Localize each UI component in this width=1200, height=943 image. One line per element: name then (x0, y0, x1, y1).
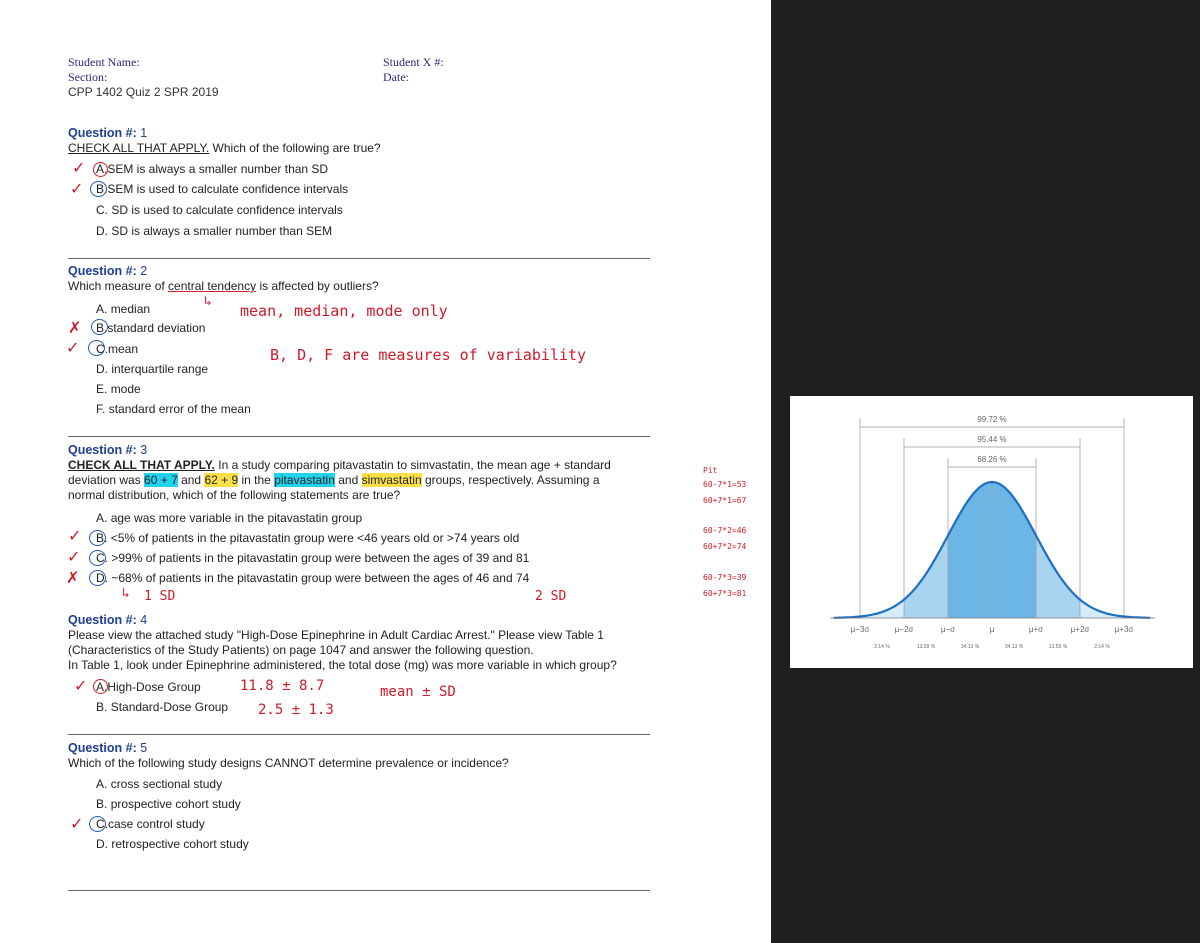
calc-note: 60-7*2=46 (703, 526, 747, 535)
q4-option-b[interactable]: B. Standard-Dose Group (96, 700, 229, 714)
span-label: 99.72 % (977, 415, 1007, 424)
calc-note: 60+7*2=74 (703, 542, 747, 551)
q3-option-d[interactable]: D. ~68% of patients in the pitavastatin group were between the ages of 46 and 74 (96, 571, 530, 585)
q2-option-e[interactable]: E. mode (96, 382, 141, 396)
axis-label: μ+2σ (1070, 625, 1090, 634)
check-mark-icon: ✓ (67, 547, 81, 566)
q1-prompt: CHECK ALL THAT APPLY. Which of the following are true? (68, 141, 381, 155)
handwritten-note: mean ± SD (380, 684, 456, 700)
handwritten-note: 1 SD (144, 589, 176, 604)
bell-curve-svg (790, 396, 1193, 668)
axis-label: μ−2σ (894, 625, 914, 634)
q3-option-a[interactable]: A. age was more variable in the pitavastatin group (96, 511, 363, 525)
span-label: 95.44 % (977, 435, 1007, 444)
check-mark-icon: ✓ (68, 526, 82, 545)
q5-option-c[interactable]: C.case control study (96, 817, 205, 831)
x-mark-icon: ✗ (68, 318, 82, 337)
q5-prompt: Which of the following study designs CANNOT determine prevalence or incidence? (68, 756, 509, 770)
q3-prompt-line2: deviation was 60 + 7 and 62 + 9 in the pitavastatin and simvastatin groups, respectively. Assuming a (68, 473, 600, 487)
axis-label: μ+3σ (1114, 625, 1134, 634)
q4-prompt-line3: In Table 1, look under Epinephrine administered, the total dose (mg) was more variable in which group? (68, 658, 617, 672)
q1-title: Question #: 1 (68, 126, 148, 140)
q5-option-d[interactable]: D. retrospective cohort study (96, 837, 249, 851)
q5-title: Question #: 5 (68, 741, 148, 755)
q4-option-a[interactable]: A.High-Dose Group (96, 680, 201, 694)
check-mark-icon: ✓ (70, 814, 84, 833)
axis-label: μ−3σ (850, 625, 870, 634)
check-mark-icon: ✓ (72, 158, 86, 177)
percent-label: 34.13 % (960, 644, 980, 650)
course-title: CPP 1402 Quiz 2 SPR 2019 (68, 85, 219, 99)
q5-option-b[interactable]: B. prospective cohort study (96, 797, 241, 811)
q1-option-c[interactable]: C. SD is used to calculate confidence intervals (96, 203, 343, 217)
x-mark-icon: ✗ (66, 568, 80, 587)
q4-title: Question #: 4 (68, 613, 148, 627)
handwritten-note: 2 SD (535, 589, 567, 604)
q2-option-b[interactable]: B.standard deviation (96, 321, 206, 335)
q5-option-a[interactable]: A. cross sectional study (96, 777, 223, 791)
axis-label: μ−σ (940, 625, 956, 634)
check-mark-icon: ✓ (66, 338, 80, 357)
divider (68, 890, 650, 891)
calc-note: 60+7*1=67 (703, 496, 747, 505)
percent-label: 34.13 % (1004, 644, 1024, 650)
calc-note: 60-7*3=39 (703, 573, 747, 582)
axis-label: μ+σ (1028, 625, 1044, 634)
q1-option-a[interactable]: A.SEM is always a smaller number than SD (96, 162, 329, 176)
q2-prompt: Which measure of central tendency is affected by outliers? (68, 279, 379, 293)
calc-note: 60+7*3=81 (703, 589, 747, 598)
divider (68, 258, 650, 259)
date-label: Date: (383, 70, 409, 84)
q4-prompt-line1: Please view the attached study "High-Dose Epinephrine in Adult Cardiac Arrest." Please view Table 1 (68, 628, 604, 642)
q3-prompt-line3: normal distribution, which of the following statements are true? (68, 488, 401, 502)
axis-label: μ (989, 625, 995, 634)
normal-distribution-figure (790, 396, 1193, 668)
calc-note: Pit (703, 466, 718, 475)
q2-option-a[interactable]: A. median (96, 302, 151, 316)
q1-option-b[interactable]: B.SEM is used to calculate confidence intervals (96, 182, 349, 196)
percent-label: 2.14 % (1094, 644, 1110, 650)
arrow-icon: ↳ (122, 586, 130, 601)
handwritten-note: 2.5 ± 1.3 (258, 702, 334, 718)
q2-option-f[interactable]: F. standard error of the mean (96, 402, 251, 416)
q2-option-d[interactable]: D. interquartile range (96, 362, 209, 376)
check-mark-icon: ✓ (70, 179, 84, 198)
divider (68, 734, 650, 735)
q3-prompt-line1: CHECK ALL THAT APPLY. In a study comparing pitavastatin to simvastatin, the mean age + standard (68, 458, 611, 472)
check-mark-icon: ✓ (74, 676, 88, 695)
student-name-label: Student Name: (68, 55, 140, 69)
q2-option-c[interactable]: C.mean (96, 342, 139, 356)
student-x-label: Student X #: (383, 55, 444, 69)
handwritten-note: B, D, F are measures of variability (270, 346, 587, 364)
handwritten-note: mean, median, mode only (240, 302, 448, 320)
divider (68, 436, 650, 437)
q3-title: Question #: 3 (68, 443, 148, 457)
span-label: 68.26 % (977, 455, 1007, 464)
percent-label: 2.14 % (874, 644, 890, 650)
q3-option-c[interactable]: C. >99% of patients in the pitavastatin group were between the ages of 39 and 81 (96, 551, 530, 565)
percent-label: 13.59 % (1048, 644, 1068, 650)
q1-option-d[interactable]: D. SD is always a smaller number than SEM (96, 224, 333, 238)
calc-note: 60-7*1=53 (703, 480, 747, 489)
q2-title: Question #: 2 (68, 264, 148, 278)
section-label: Section: (68, 70, 108, 84)
arrow-icon: ↳ (204, 294, 212, 309)
percent-label: 13.59 % (916, 644, 936, 650)
q4-prompt-line2: (Characteristics of the Study Patients) on page 1047 and answer the following question. (68, 643, 534, 657)
handwritten-note: 11.8 ± 8.7 (240, 678, 325, 694)
q3-option-b[interactable]: B. <5% of patients in the pitavastatin group were <46 years old or >74 years old (96, 531, 520, 545)
